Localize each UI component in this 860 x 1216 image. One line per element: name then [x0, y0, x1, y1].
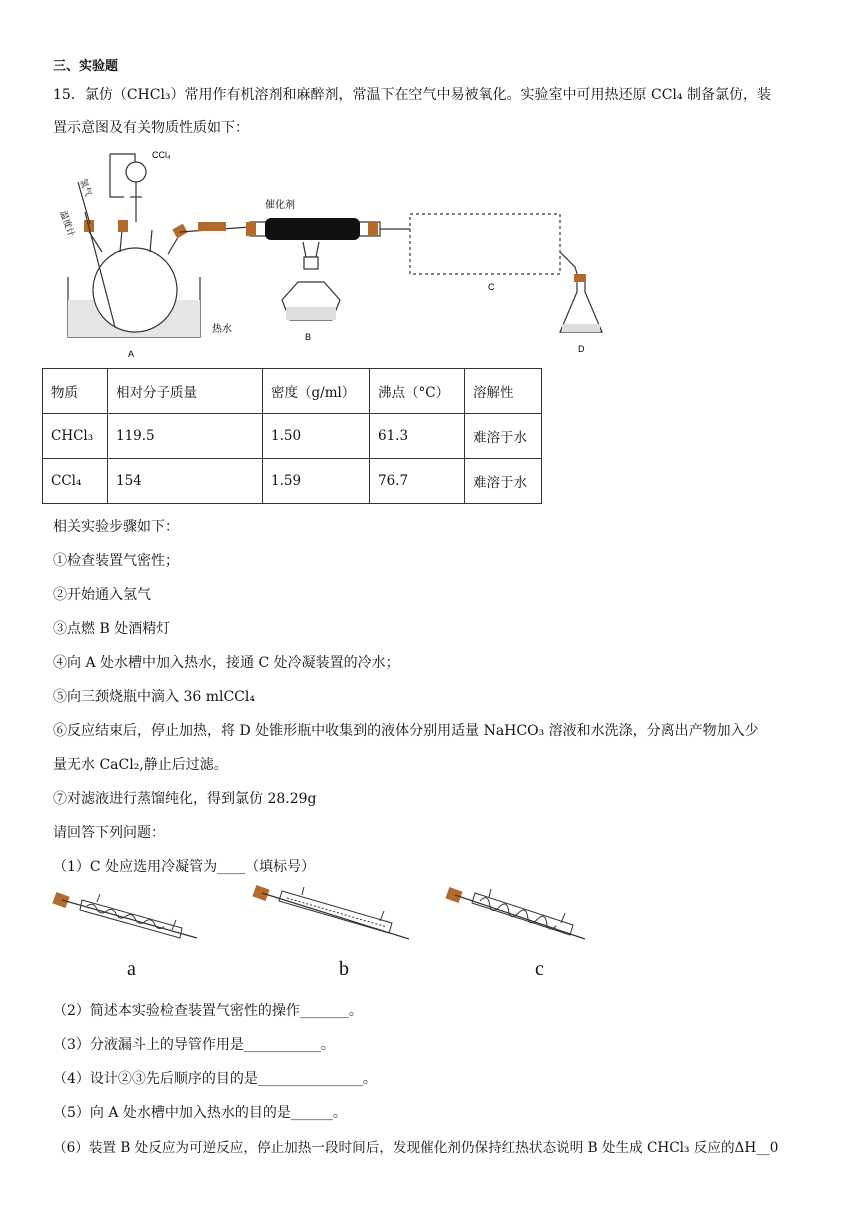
table-cell: 难溶于水 — [465, 459, 542, 504]
condenser-b-label: b — [339, 958, 349, 980]
table-header-cell: 物质 — [43, 369, 108, 414]
step-2: ②开始通入氢气 — [53, 587, 151, 603]
step-6-line-2: 量无水 CaCl₂,静止后过滤。 — [53, 757, 228, 773]
section-title: 三、实验题 — [53, 59, 119, 74]
table-cell: CHCl₃ — [43, 414, 108, 459]
catalyst-label: 催化剂 — [265, 200, 295, 211]
step-6-line-1: ⑥反应结束后，停止加热，将 D 处锥形瓶中收集到的液体分别用适量 NaHCO₃ 溶液和水洗涤，分离出产物加入少 — [53, 723, 759, 739]
table-header-row — [43, 369, 542, 414]
question-6: （6）装置 B 处反应为可逆反应，停止加热一段时间后，发现催化剂仍保持红热状态说明 B 处生成 CHCl₃ 反应的ΔH__0 — [53, 1140, 779, 1156]
apparatus-diagram — [50, 142, 620, 364]
table-header-cell: 沸点（°C） — [370, 369, 465, 414]
question-5: （5）向 A 处水槽中加入热水的目的是______。 — [53, 1105, 347, 1121]
thermometer-label: 温度计 — [58, 209, 77, 239]
table-cell: 1.59 — [263, 459, 370, 504]
apparatus-label-d: D — [578, 344, 585, 354]
apparatus-label-a: A — [128, 349, 135, 359]
ccl4-label: CCl₄ — [152, 150, 171, 160]
condenser-a-label: a — [127, 958, 136, 980]
table-cell: 难溶于水 — [465, 414, 542, 459]
step-3: ③点燃 B 处酒精灯 — [53, 621, 171, 637]
question-2: （2）简述本实验检查装置气密性的操作_______。 — [53, 1003, 363, 1019]
step-1: ①检查装置气密性； — [53, 553, 179, 569]
apparatus-label-c: C — [488, 282, 495, 292]
step-5: ⑤向三颈烧瓶中滴入 36 mlCCl₄ — [53, 689, 255, 705]
condenser-c-label: c — [535, 958, 544, 980]
steps-heading: 相关实验步骤如下： — [53, 519, 179, 535]
apparatus-label-b: B — [305, 332, 312, 342]
table-cell: 119.5 — [108, 414, 263, 459]
hydrogen-label: 氢气 — [78, 177, 94, 198]
table-row — [43, 414, 542, 459]
step-4: ④向 A 处水槽中加入热水，接通 C 处冷凝装置的冷水； — [53, 655, 400, 671]
table-cell: 76.7 — [370, 459, 465, 504]
question-1: （1）C 处应选用冷凝管为____（填标号） — [53, 859, 316, 875]
table-header-cell: 密度（g/ml） — [263, 369, 370, 414]
table-cell: 154 — [108, 459, 263, 504]
condenser-a-figure — [52, 890, 200, 946]
condenser-c-figure — [445, 885, 589, 945]
questions-heading: 请回答下列问题： — [53, 825, 165, 841]
question-3: （3）分液漏斗上的导管作用是___________。 — [53, 1037, 335, 1053]
question-intro-line-1: 15．氯仿（CHCl₃）常用作有机溶剂和麻醉剂，常温下在空气中易被氧化。实验室中可用热还原 CCl₄ 制备氯仿，装 — [53, 87, 771, 103]
table-cell: CCl₄ — [43, 459, 108, 504]
question-intro-line-2: 置示意图及有关物质性质如下： — [53, 120, 249, 136]
table-cell: 61.3 — [370, 414, 465, 459]
table-cell: 1.50 — [263, 414, 370, 459]
table-header-cell: 溶解性 — [465, 369, 542, 414]
properties-table — [42, 368, 542, 504]
step-7: ⑦对滤液进行蒸馏纯化，得到氯仿 28.29g — [53, 791, 317, 807]
table-row — [43, 459, 542, 504]
hot-water-label: 热水 — [212, 324, 232, 335]
table-header-cell: 相对分子质量 — [108, 369, 263, 414]
question-4: （4）设计②③先后顺序的目的是_______________。 — [53, 1071, 377, 1087]
condenser-b-figure — [252, 883, 412, 943]
